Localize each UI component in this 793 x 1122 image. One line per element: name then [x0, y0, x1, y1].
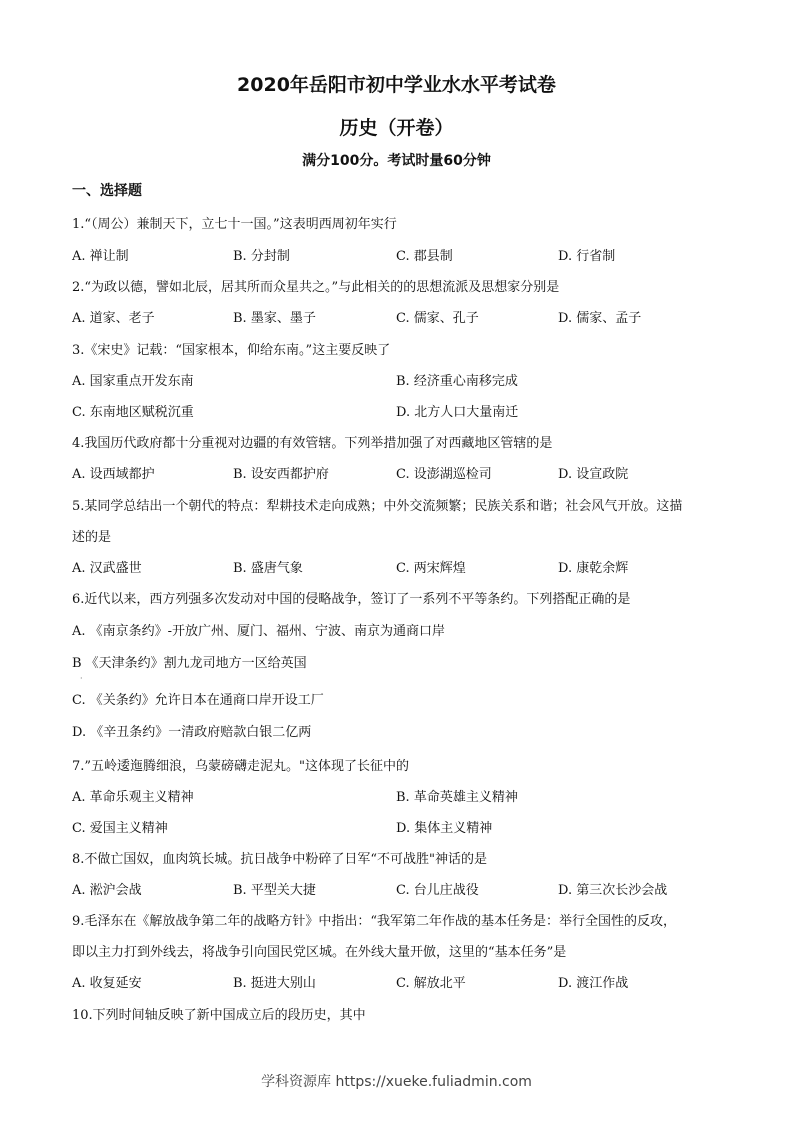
question-9-stem-line-2: 即以主力打到外线去，将战争引向国民党区城。在外线大量开倣，这里的“基本任务”是	[72, 945, 567, 960]
question-4-option-b: B. 设安西都护府	[233, 467, 329, 482]
question-2-option-c: C. 儒家、孔子	[396, 311, 479, 326]
question-9-option-b: B. 挺进大别山	[233, 976, 316, 991]
question-8-option-a: A. 淞沪会战	[72, 883, 142, 898]
question-4-option-a: A. 设西域都护	[72, 467, 155, 482]
question-9-option-d: D. 渡江作战	[558, 976, 629, 991]
question-2-option-d: D. 儒家、孟子	[558, 311, 642, 326]
stray-mark: ·	[80, 674, 83, 683]
question-3-option-a: A. 国家重点开发东南	[72, 374, 194, 389]
question-8-option-b: B. 平型关大捷	[233, 883, 316, 898]
question-2-option-a: A. 道家、老子	[72, 311, 155, 326]
question-8-option-d: D. 第三次长沙会战	[558, 883, 668, 898]
question-7-option-a: A. 革命乐观主义精神	[72, 790, 194, 805]
question-3-option-c: C. 东南地区赋税沉重	[72, 405, 194, 420]
exam-info: 满分100分。考试时量60分钟	[302, 153, 491, 169]
question-9-option-a: A. 收复延安	[72, 976, 142, 991]
exam-subject: 历史（开卷）	[339, 117, 454, 139]
footer-watermark: 学科资源库 https://xueke.fuliadmin.com	[261, 1074, 532, 1090]
question-7-option-c: C. 爱国主义精神	[72, 821, 168, 836]
exam-title: 2020年岳阳市初中学业水水平考试卷	[237, 74, 556, 96]
question-6-option-a: A. 《南京条约》-开放广州、厦门、福州、宁波、南京为通商口岸	[72, 624, 446, 639]
question-1-option-a: A. 禅让制	[72, 249, 129, 264]
question-4-option-d: D. 设宣政院	[558, 467, 629, 482]
question-7-stem: 7.”五岭逶迤腾细浪，乌蒙磅礴走泥丸。"这体现了长征中的	[72, 759, 410, 774]
question-2-stem: 2.“为政以德，譬如北辰，居其所而众星共之。”与此相关的的思想流派及思想家分别是	[72, 280, 560, 295]
question-7-option-d: D. 集体主义精神	[396, 821, 493, 836]
question-1-option-d: D. 行省制	[558, 249, 616, 264]
question-4-stem: 4.我国历代政府都十分重视对边疆的有效管辖。下列举措加强了对西藏地区管辖的是	[72, 436, 553, 451]
question-8-option-c: C. 台儿庄战役	[396, 883, 479, 898]
question-2-option-b: B. 墨家、墨子	[233, 311, 316, 326]
question-8-stem: 8.不做亡国奴，血肉筑长城。抗日战争中粉碎了日军“不可战胜"神话的是	[72, 852, 488, 867]
question-6-stem: 6.近代以来，西方列强多次发动对中国的侵略战争，签订了一系列不平等条约。下列搭配正确的是	[72, 592, 631, 607]
question-5-stem-line-2: 述的是	[72, 530, 112, 545]
question-10-stem: 10.下列时间轴反映了新中国成立后的段历史，其中	[72, 1008, 366, 1023]
question-5-option-d: D. 康乾余辉	[558, 561, 629, 576]
question-7-option-b: B. 革命英雄主义精神	[396, 790, 518, 805]
question-5-stem-line-1: 5.某同学总结出一个朝代的特点：犁耕技术走向成熟；中外交流频繁；民族关系和谐；社会风气开放。这描	[72, 499, 683, 514]
question-6-option-d: D. 《辛丑条约》一清政府赔款白银二亿两	[72, 725, 312, 740]
section-heading: 一、选择题	[72, 183, 142, 199]
question-9-option-c: C. 解放北平	[396, 976, 466, 991]
question-5-option-b: B. 盛唐气象	[233, 561, 303, 576]
question-6-option-c: C. 《关条约》允许日本在通商口岸开设工厂	[72, 693, 324, 708]
question-4-option-c: C. 设澎湖巡检司	[396, 467, 492, 482]
question-5-option-c: C. 两宋辉煌	[396, 561, 466, 576]
question-1-stem: 1.“（周公）兼制天下，立七十一国。”这表明西周初年实行	[72, 217, 397, 232]
question-1-option-b: B. 分封制	[233, 249, 290, 264]
question-3-stem: 3.《宋史》记载：“国家根本，仰给东南。”这主要反映了	[72, 343, 391, 358]
question-1-option-c: C. 郡县制	[396, 249, 453, 264]
question-9-stem-line-1: 9.毛泽东在《解放战争第二年的战略方针》中指出：“我军第二年作战的基本任务是：举行全国性的反攻，	[72, 914, 677, 929]
question-3-option-d: D. 北方人口大量南迁	[396, 405, 519, 420]
question-6-option-b: B 《天津条约》割九龙司地方一区给英国	[72, 656, 307, 671]
question-5-option-a: A. 汉武盛世	[72, 561, 142, 576]
question-3-option-b: B. 经济重心南移完成	[396, 374, 518, 389]
